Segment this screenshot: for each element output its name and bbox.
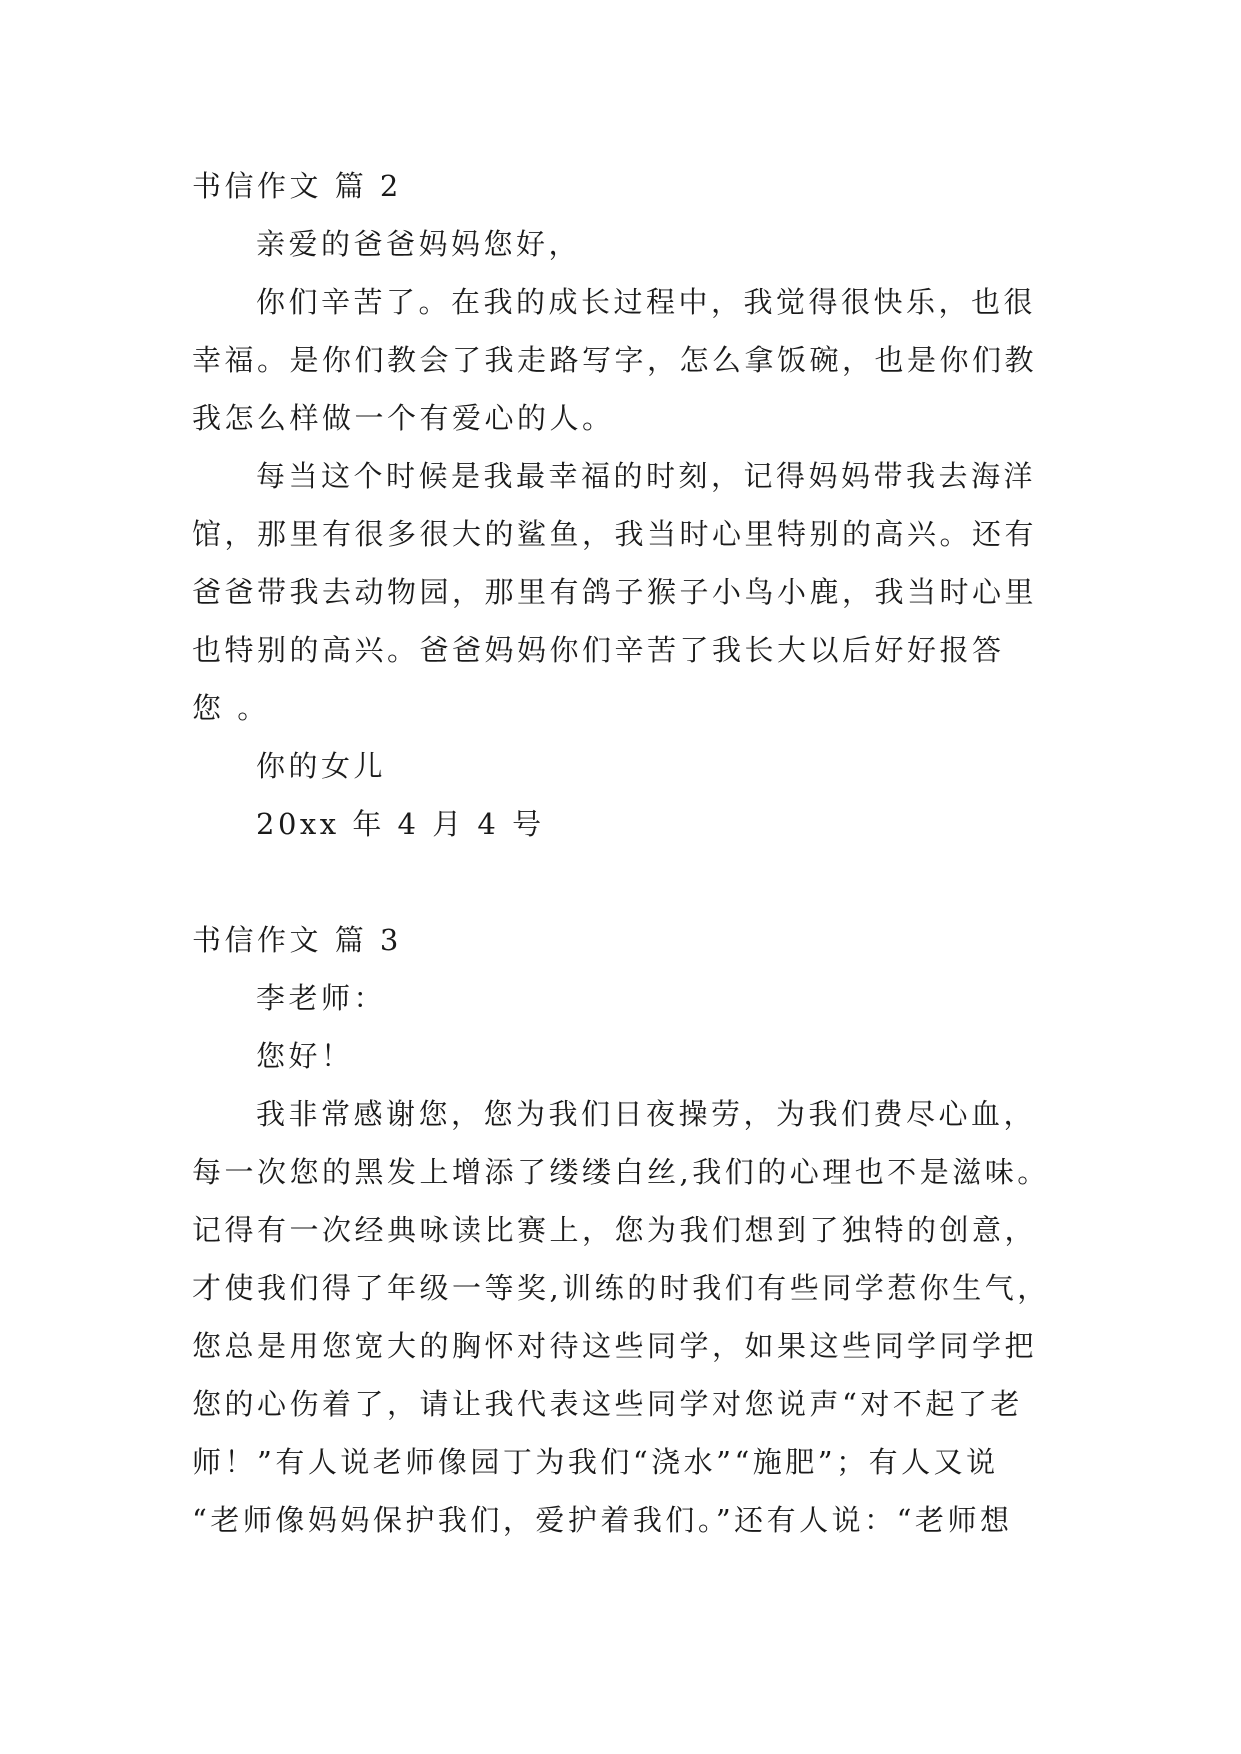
letter-2-signature: 你的女儿 (256, 749, 387, 783)
letter-3-body-line: 师！”有人说老师像园丁为我们“浇水”“施肥”；有人又说 (192, 1445, 999, 1479)
letter-3-body-line: “老师像妈妈保护我们，爱护着我们。”还有人说：“老师想 (192, 1503, 1013, 1537)
letter-3-heading: 书信作文 篇 3 (192, 923, 402, 957)
letter-3-body-line: 才使我们得了年级一等奖,训练的时我们有些同学惹你生气， (192, 1271, 1050, 1305)
letter-2-body-line: 爸爸带我去动物园，那里有鸽子猴子小鸟小鹿，我当时心里 (192, 575, 1038, 609)
letter-2-body-line: 每当这个时候是我最幸福的时刻，记得妈妈带我去海洋 (256, 459, 1037, 493)
letter-3-greeting: 您好！ (256, 1039, 354, 1073)
letter-3-body-line: 您的心伤着了，请让我代表这些同学对您说声“对不起了老 (192, 1387, 1023, 1421)
letter-2-body-line: 我怎么样做一个有爱心的人。 (192, 401, 615, 435)
letter-3-body-line: 我非常感谢您，您为我们日夜操劳，为我们费尽心血， (256, 1097, 1037, 1131)
letter-2-body-line: 幸福。是你们教会了我走路写字，怎么拿饭碗，也是你们教 (192, 343, 1038, 377)
letter-2-body-line: 你们辛苦了。在我的成长过程中，我觉得很快乐，也很 (256, 285, 1037, 319)
letter-3-body-line: 您总是用您宽大的胸怀对待这些同学，如果这些同学同学把 (192, 1329, 1038, 1363)
letter-2-body-line: 馆，那里有很多很大的鲨鱼，我当时心里特别的高兴。还有 (192, 517, 1038, 551)
letter-3-body-line: 每一次您的黑发上增添了缕缕白丝,我们的心理也不是滋味。 (192, 1155, 1050, 1189)
letter-3-salutation: 李老师： (256, 981, 387, 1015)
letter-2-date: 20xx 年 4 月 4 号 (256, 807, 545, 841)
letter-2-salutation: 亲爱的爸爸妈妈您好， (256, 227, 582, 261)
letter-3-body-line: 记得有一次经典咏读比赛上，您为我们想到了独特的创意， (192, 1213, 1038, 1247)
letter-2-body-line: 您 。 (192, 691, 270, 725)
letter-2-heading: 书信作文 篇 2 (192, 169, 402, 203)
letter-2-body-line: 也特别的高兴。爸爸妈妈你们辛苦了我长大以后好好报答 (192, 633, 1005, 667)
